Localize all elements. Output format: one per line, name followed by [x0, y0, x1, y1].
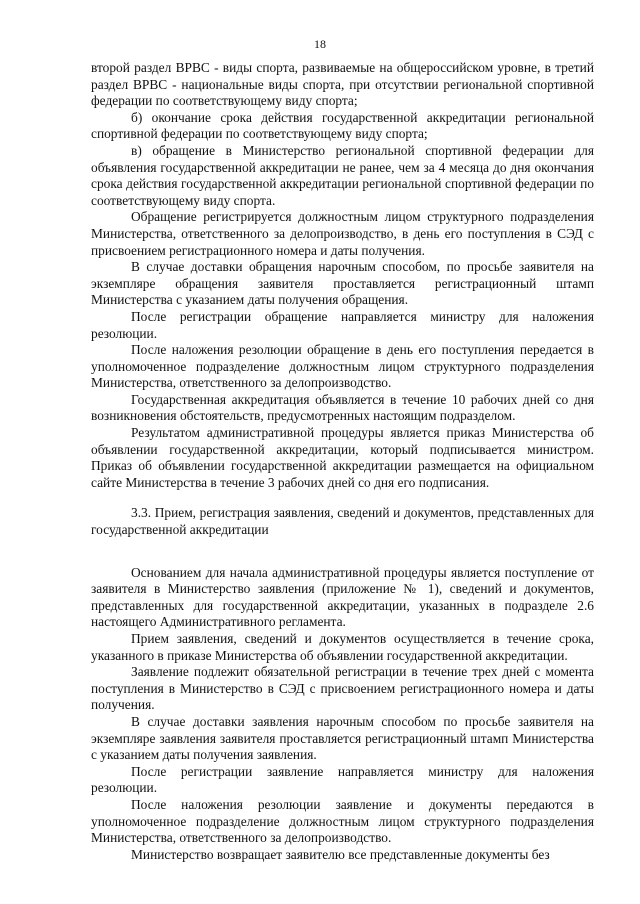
paragraph-6: После регистрации обращение направляется министру для наложения резолюции. — [91, 308, 594, 341]
paragraph-15: После наложения резолюции заявление и документы передаются в уполномоченное подразделение должностным лицом структурного подразделения Министерства, ответственного за делопроизводство. — [91, 796, 594, 846]
paragraph-13: В случае доставки заявления нарочным способом по просьбе заявителя на экземпляре заявления заявителя проставляется регистрационный штамп Министерства с указанием даты получения заявления. — [91, 713, 594, 763]
paragraph-14: После регистрации заявление направляется министру для наложения резолюции. — [91, 763, 594, 796]
paragraph-4: Обращение регистрируется должностным лицом структурного подразделения Министерства, ответственного за делопроизводство, в день его поступления в СЭД с присвоением регистрационного номера и даты получения. — [91, 209, 594, 258]
paragraph-2: б) окончание срока действия государственной аккредитации региональной спортивной федерации по соответствующему виду спорта; — [91, 109, 594, 142]
section-heading: 3.3. Прием, регистрация заявления, сведений и документов, представленных для государственной аккредитации — [91, 505, 594, 538]
page-number: 18 — [314, 37, 326, 51]
paragraph-1: второй раздел ВРВС - виды спорта, развиваемые на общероссийском уровне, в третий раздел ВРВС - национальные виды спорта, при отсутствии региональной спортивной федерации по соответствующему виду спорта; — [91, 60, 594, 109]
paragraph-8: Государственная аккредитация объявляется в течение 10 рабочих дней со дня возникновения обстоятельств, предусмотренных настоящим подразделом. — [91, 391, 594, 424]
paragraph-11: Прием заявления, сведений и документов осуществляется в течение срока, указанного в приказе Министерства об объявлении государственной аккредитации. — [91, 631, 594, 663]
paragraph-12: Заявление подлежит обязательной регистрации в течение трех дней с момента поступления в Министерство в СЭД с присвоением регистрационного номера и даты получения. — [91, 664, 594, 713]
paragraph-5: В случае доставки обращения нарочным способом, по просьбе заявителя на экземпляре обращения заявителя проставляется регистрационный штамп Министерства с указанием даты получения обращения. — [91, 259, 594, 308]
paragraph-16: Министерство возвращает заявителю все представленные документы без — [131, 846, 550, 862]
paragraph-10: Основанием для начала административной процедуры является поступление от заявителя в Министерство заявления (приложение № 1), сведений и документов, представленных для государственной аккредитации, указанных в подразделе 2.6 настоящего Административного регламента. — [91, 564, 594, 630]
paragraph-3: в) обращение в Министерство региональной спортивной федерации для объявления государственной аккредитации не ранее, чем за 4 месяца до дня окончания срока действия государственной аккредитации региональной спортивной федерации по соответствующему виду спорта. — [91, 142, 594, 208]
page-body — [91, 60, 594, 863]
paragraph-7: После наложения резолюции обращение в день его поступления передается в уполномоченное подразделение должностным лицом структурного подразделения Министерства, ответственного за делопроизводство. — [91, 342, 594, 391]
paragraph-9: Результатом административной процедуры является приказ Министерства об объявлении государственной аккредитации, который подписывается министром. Приказ об объявлении государственной аккредитации размещается на официальном сайте Министерства в течение 3 рабочих дней со дня его подписания. — [91, 425, 594, 490]
